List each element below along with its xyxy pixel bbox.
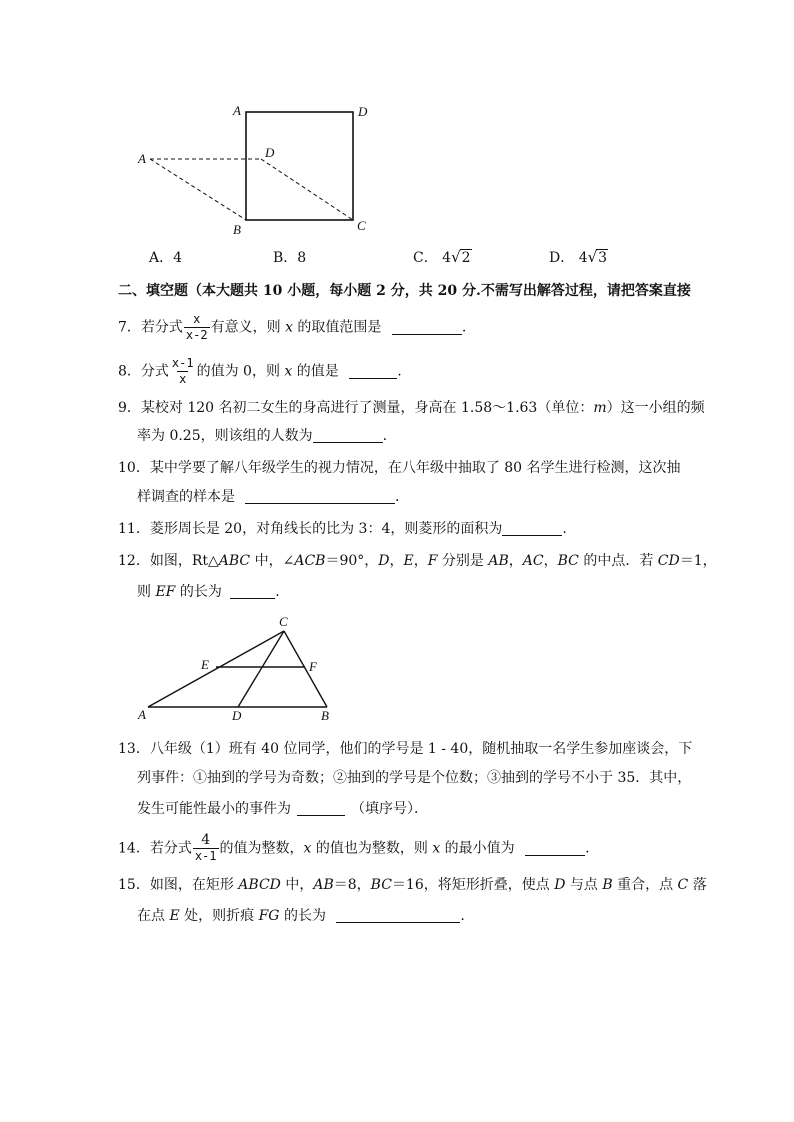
- q9-pre: 某校对 120 名初二女生的身高进行了测量，身高在 1.58～1.63（单位：: [140, 400, 594, 416]
- square-abcd: [246, 112, 353, 220]
- q12-e: E: [403, 553, 414, 569]
- q15-t3: ＝8，: [333, 877, 371, 893]
- q13-text-1: 八年级（1）班有 40 位同学，他们的学号是 1 - 40，随机抽取一名学生参加座谈会，下: [149, 741, 693, 757]
- q8-end: .: [397, 363, 402, 380]
- label-a: A: [138, 707, 146, 722]
- q14-frac-num: 4: [201, 832, 211, 848]
- q15-fg: FG: [258, 908, 280, 924]
- q11-number: 11．: [118, 521, 150, 537]
- q11-end: .: [562, 521, 567, 537]
- option-a-value: 4: [173, 250, 183, 266]
- q7-frac-den: x-2: [185, 328, 208, 342]
- q15-number: 15．: [118, 877, 150, 893]
- label-b: B: [321, 708, 329, 723]
- side-c-b: [284, 631, 327, 707]
- q12-end: .: [275, 584, 280, 600]
- q12-text-5: 的中点．若: [578, 553, 658, 569]
- q15-t1: 如图，在矩形: [149, 877, 239, 893]
- q7-number: 7．: [118, 319, 141, 336]
- question-13-line-2: [137, 768, 691, 788]
- q12-line2-pre: 则: [137, 584, 156, 600]
- option-c: [413, 247, 472, 267]
- option-c-coef: 4: [442, 250, 452, 266]
- question-9-line-1: [118, 398, 705, 418]
- q12-answer-blank[interactable]: [230, 584, 275, 599]
- q12-cd: CD: [657, 553, 680, 569]
- q15-end: .: [460, 908, 465, 924]
- q15-l2-t1: 在点: [137, 908, 170, 924]
- label-d-mid: D: [265, 145, 275, 160]
- dashed-a-b: [150, 159, 246, 220]
- q11-text: 菱形周长是 20，对角线长的比为 3：4，则菱形的面积为: [149, 521, 503, 537]
- q13-number: 13．: [118, 741, 150, 757]
- q15-answer-blank[interactable]: [336, 908, 460, 923]
- q15-ab: AB: [313, 877, 334, 893]
- q14-post: 的值为整数，: [219, 840, 304, 857]
- q8-number: 8．: [118, 363, 141, 380]
- q12-sep-2: ，: [413, 553, 428, 569]
- q15-d: D: [554, 877, 566, 893]
- question-7: [118, 313, 466, 342]
- q12-text-2: 中，∠: [250, 553, 295, 569]
- q7-frac-num: x: [193, 312, 201, 326]
- q12-bc: BC: [557, 553, 579, 569]
- q12-sep-1: ，: [389, 553, 404, 569]
- option-d-letter: D．: [549, 250, 575, 266]
- q12-text-4: 分别是: [437, 553, 489, 569]
- q10-end: .: [395, 489, 400, 505]
- q12-sep-3: ，: [508, 553, 523, 569]
- q12-number: 12．: [118, 553, 150, 569]
- q14-fraction: [193, 834, 219, 863]
- question-10-line-1: [118, 458, 681, 478]
- side-a-c: [148, 631, 284, 707]
- question-15-line-1: [118, 875, 707, 895]
- q12-ac: AC: [522, 553, 544, 569]
- q14-post3: 的最小值为: [440, 840, 515, 857]
- option-b-value: 8: [297, 250, 307, 266]
- q9-answer-blank[interactable]: [313, 428, 383, 443]
- q13-answer-blank[interactable]: [297, 801, 345, 816]
- figure-q6: [135, 95, 385, 245]
- question-14: [118, 834, 590, 863]
- q12-ab: AB: [488, 553, 509, 569]
- q13-text-2: 列事件：①抽到的学号为奇数；②抽到的学号是个位数；③抽到的学号不小于 35．其中，: [137, 770, 692, 786]
- q7-post: 有意义，则: [210, 319, 286, 336]
- q12-sep-4: ，: [543, 553, 558, 569]
- q7-var: x: [285, 319, 293, 336]
- option-c-radical: [442, 248, 471, 266]
- q14-answer-blank[interactable]: [525, 841, 585, 856]
- q14-var: x: [303, 840, 312, 857]
- q12-text-3: ＝90°，: [325, 553, 379, 569]
- question-11: [118, 519, 567, 539]
- option-d: [549, 247, 608, 267]
- q14-var2: x: [432, 840, 441, 857]
- option-b: [273, 247, 306, 267]
- q11-answer-blank[interactable]: [502, 521, 562, 536]
- q12-ef: EF: [155, 584, 176, 600]
- q15-t6: 重合，点: [612, 877, 678, 893]
- option-d-radicand: 3: [598, 250, 608, 266]
- question-12-line-2: [137, 582, 280, 602]
- label-d-top: D: [358, 104, 368, 119]
- q8-answer-blank[interactable]: [349, 364, 397, 379]
- q12-abc: ABC: [218, 553, 251, 569]
- option-d-radical: [579, 248, 608, 266]
- q13-text-3: 发生可能性最小的事件为: [137, 801, 291, 817]
- q15-t7: 落: [688, 877, 707, 893]
- question-13-line-1: [118, 739, 692, 759]
- question-12-line-1: [118, 551, 717, 571]
- option-c-letter: C．: [413, 250, 438, 266]
- q7-end: .: [461, 319, 467, 336]
- dashed-d-c: [261, 159, 353, 220]
- q15-c: C: [677, 877, 689, 893]
- q10-answer-blank[interactable]: [245, 489, 395, 504]
- q15-t4: ＝16，将矩形折叠，使点: [391, 877, 555, 893]
- q7-pre: 若分式: [140, 319, 183, 336]
- option-b-letter: B．: [273, 250, 298, 266]
- q12-text-1: 如图，Rt△: [149, 553, 219, 569]
- q14-end: .: [585, 840, 590, 857]
- q7-fraction: [184, 313, 210, 342]
- q15-l2-t2: 处，则折痕: [179, 908, 259, 924]
- question-8: [118, 357, 402, 386]
- question-10-line-2: [137, 487, 399, 507]
- q8-frac-num: x-1: [171, 356, 194, 370]
- q15-t5: 与点: [565, 877, 603, 893]
- q15-abcd: ABCD: [238, 877, 281, 893]
- q9-number: 9．: [118, 400, 141, 416]
- q9-post: ）这一小组的频: [606, 400, 705, 416]
- label-b: B: [233, 222, 241, 237]
- question-13-line-3: [137, 799, 428, 819]
- sqrt-icon: √: [587, 248, 598, 266]
- q7-answer-blank[interactable]: [392, 320, 462, 335]
- question-9-line-2: [137, 426, 387, 446]
- q8-post2: 的值是: [292, 363, 339, 380]
- label-d: D: [232, 708, 242, 723]
- option-a-letter: A．: [149, 250, 174, 266]
- label-a-left: A: [138, 151, 146, 166]
- q15-t2: 中，: [280, 877, 314, 893]
- q12-f: F: [427, 553, 438, 569]
- label-c: C: [279, 614, 288, 629]
- q9-end: .: [382, 428, 388, 444]
- q15-e: E: [169, 908, 180, 924]
- q9-line2-text: 率为 0.25，则该组的人数为: [137, 428, 313, 444]
- figure-q12: [135, 612, 345, 724]
- segment-c-d: [238, 631, 284, 707]
- option-a: [149, 247, 182, 267]
- q7-post2: 的取值范围是: [292, 319, 382, 336]
- label-a-top: A: [233, 103, 241, 118]
- q12-line2-post: 的长为: [175, 584, 222, 600]
- q14-frac-den: x-1: [194, 849, 217, 863]
- label-c: C: [357, 218, 366, 233]
- q12-d: D: [378, 553, 390, 569]
- q15-b: B: [602, 877, 613, 893]
- q15-bc: BC: [370, 877, 392, 893]
- q8-post: 的值为 0，则: [196, 363, 285, 380]
- q14-post2: 的值也为整数，则: [311, 840, 433, 857]
- sqrt-icon: √: [451, 248, 461, 266]
- q9-unit: m: [593, 400, 607, 416]
- q12-acb: ACB: [294, 553, 326, 569]
- q10-text: 某中学要了解八年级学生的视力情况，在八年级中抽取了 80 名学生进行检测，这次抽: [149, 460, 681, 476]
- q8-var: x: [284, 363, 293, 380]
- q10-line2-text: 样调查的样本是: [137, 489, 235, 505]
- label-f: F: [309, 659, 317, 674]
- q14-pre: 若分式: [149, 840, 192, 857]
- q8-pre: 分式: [140, 363, 169, 380]
- q10-number: 10．: [118, 460, 150, 476]
- q13-post: （填序号）．: [351, 801, 428, 817]
- q15-l2-t3: 的长为: [279, 908, 326, 924]
- q8-fraction: [170, 357, 196, 386]
- q12-text-6: ＝1，: [679, 553, 717, 569]
- question-15-line-2: [137, 906, 465, 926]
- option-c-radicand: 2: [461, 250, 471, 266]
- section-heading: 二、填空题（本大题共 10 小题，每小题 2 分，共 20 分.不需写出解答过程，请把答案直接: [118, 283, 691, 299]
- q14-number: 14．: [118, 840, 150, 857]
- option-d-coef: 4: [578, 250, 588, 266]
- label-e: E: [201, 657, 209, 672]
- q8-frac-den: x: [179, 372, 187, 386]
